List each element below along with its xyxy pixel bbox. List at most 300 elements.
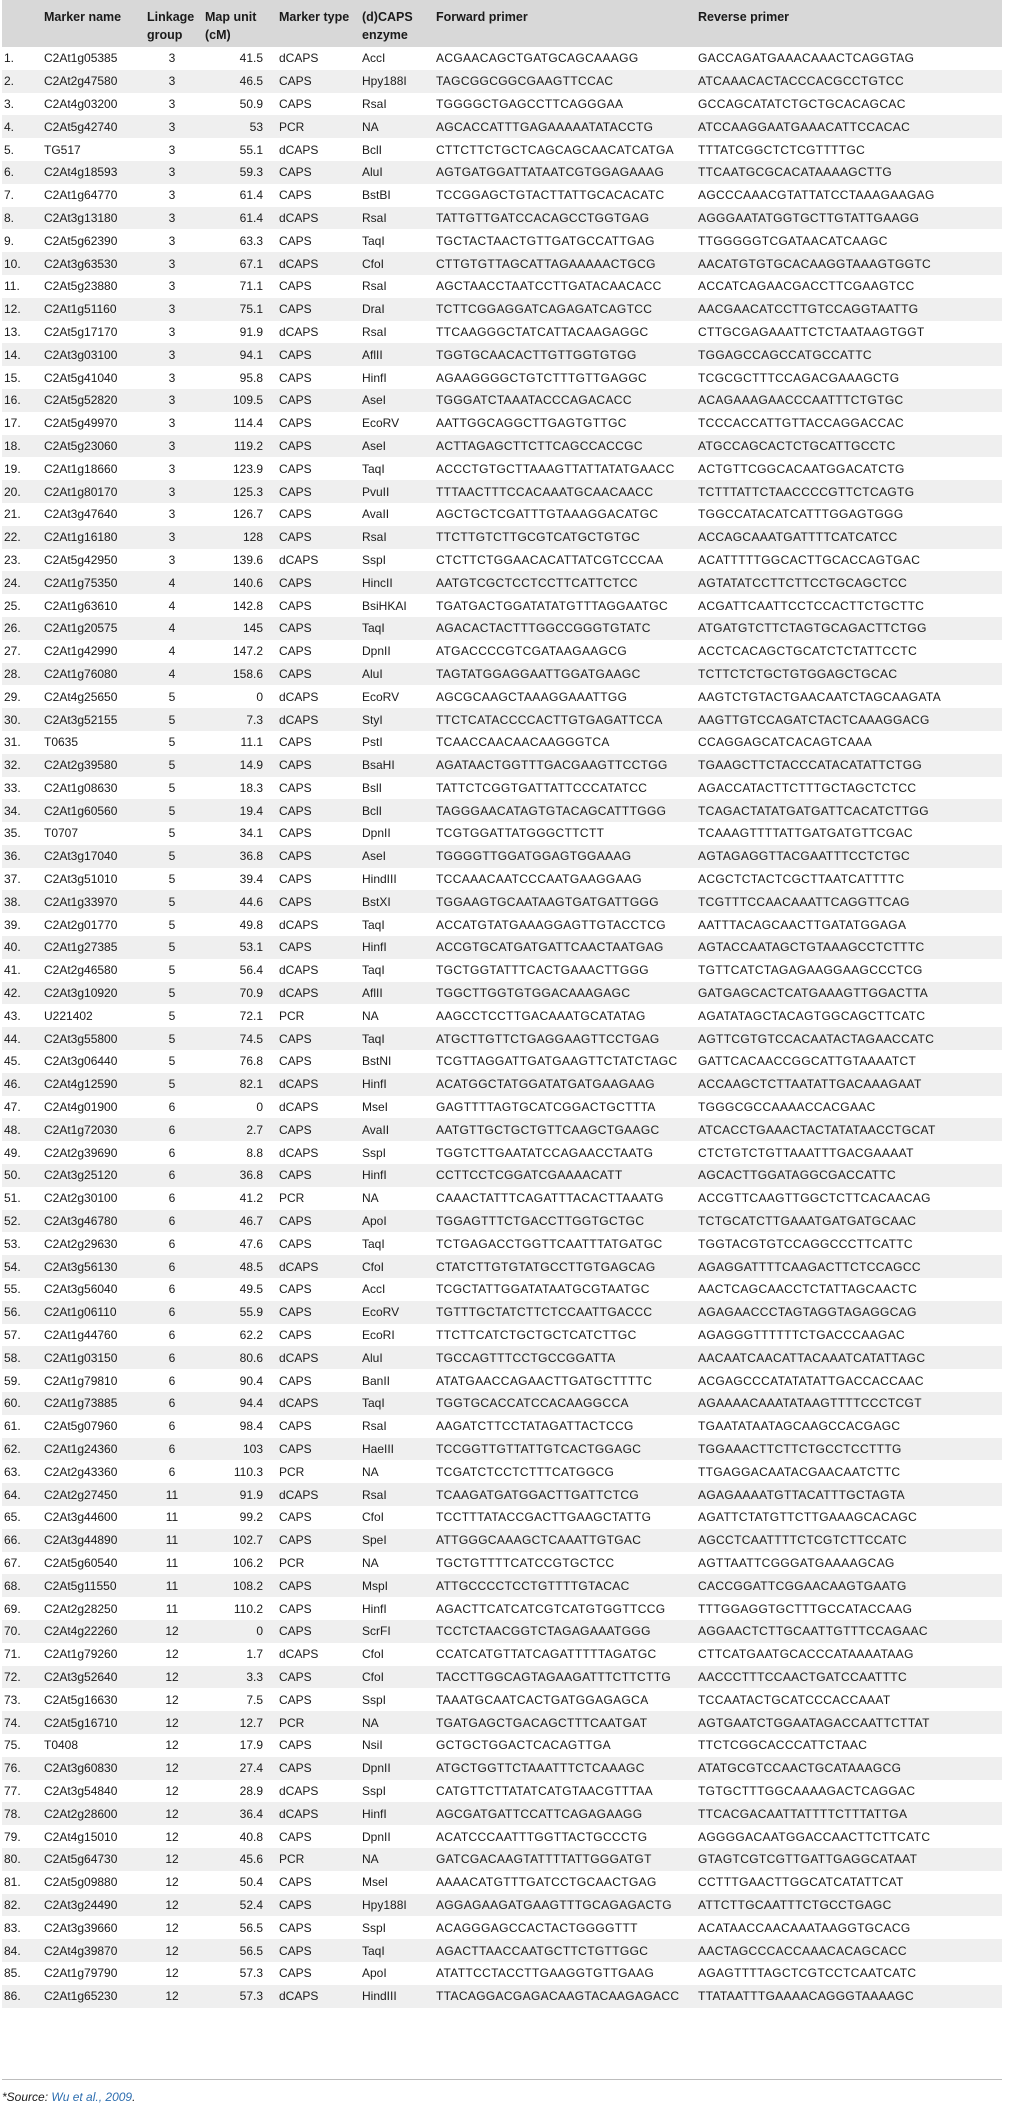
map-unit-cell: 18.3 (239, 780, 263, 795)
table-row (2, 663, 1002, 686)
forward-primer-cell: TACCTTGGCAGTAGAAGATTTCTTCTTG (436, 1669, 672, 1684)
linkage-group-cell: 6 (168, 1100, 176, 1115)
table-row (2, 1529, 1002, 1552)
enzyme-cell: BsiHKAI (362, 598, 407, 613)
row-index: 34. (4, 803, 21, 818)
forward-primer-cell: TGCTACTAACTGTTGATGCCATTGAG (436, 233, 655, 248)
enzyme-cell: MspI (362, 1578, 389, 1593)
reverse-primer-cell: TCCAATACTGCATCCCACCAAAT (698, 1692, 891, 1707)
forward-primer-cell: TCGCTATTGGATATAATGCGTAATGC (436, 1282, 650, 1297)
table-row (2, 1620, 1002, 1643)
linkage-group-cell: 5 (168, 735, 176, 750)
forward-primer-cell: ACTTAGAGCTTCTTCAGCCACCGC (436, 438, 643, 453)
reverse-primer-cell: TCAAAGTTTTATTGATGATGTTCGAC (698, 826, 913, 841)
linkage-group-cell: 4 (168, 621, 176, 636)
marker-type-cell: CAPS (279, 1761, 312, 1776)
row-index: 66. (4, 1533, 21, 1548)
row-index: 25. (4, 598, 21, 613)
map-unit-cell: 47.6 (239, 1236, 263, 1251)
marker-type-cell: CAPS (279, 393, 312, 408)
row-index: 3. (4, 96, 15, 111)
linkage-group-cell: 12 (165, 1806, 179, 1821)
linkage-group-cell: 3 (168, 370, 176, 385)
table-row (2, 321, 1002, 344)
source-citation-link[interactable]: Wu et al., 2009 (51, 2090, 133, 2104)
linkage-group-cell: 6 (168, 1214, 176, 1229)
reverse-primer-cell: AGACCATACTTCTTTGCTAGCTCTCC (698, 780, 917, 795)
linkage-group-cell: 3 (168, 233, 176, 248)
row-index: 84. (4, 1943, 21, 1958)
table-row (2, 503, 1002, 526)
enzyme-cell: StyI (362, 712, 383, 727)
forward-primer-cell: ATTGGGCAAAGCTCAAATTGTGAC (436, 1533, 642, 1548)
enzyme-cell: BsaHI (362, 758, 395, 773)
reverse-primer-cell: TTCACGACAATTATTTTCTTTATTGA (698, 1806, 908, 1821)
forward-primer-cell: AGTGATGGATTATAATCGTGGAGAAAG (436, 165, 665, 180)
marker-name-cell: U221402 (44, 1008, 93, 1023)
marker-name-cell: C2At1g79790 (44, 1966, 118, 1981)
reverse-primer-cell: GACCAGATGAAACAAACTCAGGTAG (698, 51, 915, 66)
linkage-group-cell: 5 (168, 986, 176, 1001)
marker-type-cell: CAPS (279, 279, 312, 294)
enzyme-cell: TaqI (362, 621, 385, 636)
linkage-group-cell: 6 (168, 1328, 176, 1343)
map-unit-cell: 91.9 (239, 1487, 263, 1502)
table-row (2, 1802, 1002, 1825)
forward-primer-cell: AGACTTCATCATCGTCATGTGGTTCCG (436, 1601, 666, 1616)
reverse-primer-cell: ACGCTCTACTCGCTTAATCATTTTC (698, 872, 905, 887)
marker-name-cell: C2At4g39870 (44, 1943, 118, 1958)
table-row (2, 571, 1002, 594)
linkage-group-cell: 5 (168, 780, 176, 795)
marker-name-cell: C2At1g80170 (44, 484, 118, 499)
marker-type-cell: CAPS (279, 507, 312, 522)
map-unit-cell: 158.6 (232, 666, 263, 681)
map-unit-cell: 46.7 (239, 1214, 263, 1229)
linkage-group-cell: 3 (168, 530, 176, 545)
marker-name-cell: C2At1g79810 (44, 1373, 118, 1388)
linkage-group-cell: 3 (168, 188, 176, 203)
marker-type-cell: CAPS (279, 1305, 312, 1320)
marker-name-cell: C2At5g09880 (44, 1875, 118, 1890)
reverse-primer-cell: AGAGGGTTTTTTCTGACCCAAGAC (698, 1328, 906, 1343)
linkage-group-cell: 12 (165, 1738, 179, 1753)
marker-name-cell: C2At3g55800 (44, 1031, 118, 1046)
row-index: 72. (4, 1669, 21, 1684)
row-index: 11. (4, 279, 20, 294)
source-label: *Source: (2, 2090, 49, 2104)
marker-name-cell: C2At1g72030 (44, 1122, 118, 1137)
marker-type-cell: CAPS (279, 1601, 312, 1616)
marker-type-cell: CAPS (279, 735, 312, 750)
table-row (2, 731, 1002, 754)
enzyme-cell: NA (362, 1008, 379, 1023)
row-index: 82. (4, 1897, 21, 1912)
forward-primer-cell: AATGTCGCTCCTCCTTCATTCTCC (436, 575, 638, 590)
row-index: 21. (4, 507, 21, 522)
header-reverse-primer: Reverse primer (698, 10, 790, 24)
row-index: 59. (4, 1373, 21, 1388)
marker-type-cell: CAPS (279, 165, 312, 180)
reverse-primer-cell: TCCCACCATTGTTACCAGGACCAC (698, 416, 904, 431)
marker-name-cell: C2At3g46780 (44, 1214, 118, 1229)
table-row (2, 412, 1002, 435)
map-unit-cell: 7.3 (246, 712, 263, 727)
marker-type-cell: PCR (279, 1191, 305, 1206)
linkage-group-cell: 12 (165, 1875, 179, 1890)
reverse-primer-cell: TTGAGGACAATACGAACAATCTTC (698, 1464, 901, 1479)
marker-name-cell: C2At2g46580 (44, 963, 118, 978)
marker-name-cell: T0408 (44, 1738, 79, 1753)
reverse-primer-cell: AGAGGATTTTCAAGACTTCTCCAGCC (698, 1259, 921, 1274)
forward-primer-cell: TCGATCTCCTCTTTCATGGCG (436, 1464, 615, 1479)
enzyme-cell: SspI (362, 1920, 387, 1935)
map-unit-cell: 0 (256, 1624, 263, 1639)
enzyme-cell: AvaII (362, 507, 390, 522)
reverse-primer-cell: AGAGAACCCTAGTAGGTAGAGGCAG (698, 1305, 917, 1320)
forward-primer-cell: AATTGGCAGGCTTGAGTGTTGC (436, 416, 627, 431)
reverse-primer-cell: TTTATCGGCTCTCGTTTTGC (698, 142, 866, 157)
marker-name-cell: C2At4g18593 (44, 165, 118, 180)
marker-type-cell: CAPS (279, 461, 312, 476)
table-row (2, 1939, 1002, 1962)
row-index: 16. (4, 393, 21, 408)
map-unit-cell: 80.6 (239, 1350, 263, 1365)
forward-primer-cell: TCAACCAACAACAAGGGTCA (436, 735, 610, 750)
row-index: 35. (4, 826, 21, 841)
reverse-primer-cell: AACAATCAACATTACAAATCATATTAGC (698, 1350, 926, 1365)
enzyme-cell: Hpy188I (362, 74, 407, 89)
marker-name-cell: C2At1g65230 (44, 1989, 118, 2004)
map-unit-cell: 71.1 (239, 279, 263, 294)
map-unit-cell: 8.8 (246, 1145, 263, 1160)
marker-type-cell: CAPS (279, 1031, 312, 1046)
marker-type-cell: CAPS (279, 302, 312, 317)
table-row (2, 457, 1002, 480)
marker-name-cell: C2At3g47640 (44, 507, 118, 522)
reverse-primer-cell: TTCTCGGCACCCATTCTAAC (698, 1738, 868, 1753)
marker-name-cell: C2At1g06110 (44, 1305, 117, 1320)
enzyme-cell: RsaI (362, 324, 387, 339)
linkage-group-cell: 4 (168, 575, 176, 590)
map-unit-cell: 0 (256, 1100, 263, 1115)
marker-name-cell: T0635 (44, 735, 79, 750)
row-index: 56. (4, 1305, 21, 1320)
enzyme-cell: PvuII (362, 484, 390, 499)
linkage-group-cell: 11 (165, 1487, 179, 1502)
reverse-primer-cell: TGAATATAATAGCAAGCCACGAGC (698, 1419, 901, 1434)
linkage-group-cell: 3 (168, 279, 176, 294)
marker-name-cell: C2At5g52820 (44, 393, 118, 408)
row-index: 39. (4, 917, 21, 932)
marker-name-cell: C2At5g49970 (44, 416, 118, 431)
map-unit-cell: 3.3 (246, 1669, 263, 1684)
forward-primer-cell: AGCTGCTCGATTTGTAAAGGACATGC (436, 507, 659, 522)
forward-primer-cell: TGCTGTTTTCATCCGTGCTCC (436, 1555, 615, 1570)
reverse-primer-cell: TGGGCGCCAAAACCACGAAC (698, 1100, 876, 1115)
marker-name-cell: C2At1g75350 (44, 575, 118, 590)
linkage-group-cell: 3 (168, 438, 176, 453)
marker-name-cell: C2At3g52155 (44, 712, 118, 727)
marker-type-cell: dCAPS (279, 1806, 319, 1821)
row-index: 41. (4, 963, 21, 978)
row-index: 14. (4, 347, 21, 362)
marker-name-cell: C2At4g25650 (44, 689, 118, 704)
reverse-primer-cell: AGAAAACAAATATAAGTTTTCCCTCGT (698, 1396, 922, 1411)
marker-type-cell: dCAPS (279, 1783, 319, 1798)
forward-primer-cell: TGGGATCTAAATACCCAGACACC (436, 393, 632, 408)
reverse-primer-cell: TCTTCTCTGCTGTGGAGCTGCAC (698, 666, 898, 681)
marker-type-cell: dCAPS (279, 210, 319, 225)
forward-primer-cell: ATGCTTGTTCTGAGGAAGTTCCTGAG (436, 1031, 660, 1046)
row-index: 69. (4, 1601, 21, 1616)
row-index: 26. (4, 621, 21, 636)
enzyme-cell: NA (362, 1555, 379, 1570)
source-footnote (2, 2090, 135, 2104)
enzyme-cell: HinfI (362, 940, 387, 955)
reverse-primer-cell: CTTCATGAATGCACCCATAAAATAAG (698, 1647, 914, 1662)
row-index: 44. (4, 1031, 21, 1046)
linkage-group-cell: 3 (168, 74, 176, 89)
map-unit-cell: 36.8 (239, 849, 263, 864)
enzyme-cell: MseI (362, 1100, 389, 1115)
enzyme-cell: CfoI (362, 256, 385, 271)
linkage-group-cell: 3 (168, 484, 176, 499)
linkage-group-cell: 6 (168, 1168, 176, 1183)
map-unit-cell: 36.8 (239, 1168, 263, 1183)
enzyme-cell: TaqI (362, 917, 385, 932)
marker-name-cell: C2At3g52640 (44, 1669, 118, 1684)
reverse-primer-cell: TGGCCATACATCATTTGGAGTGGG (698, 507, 904, 522)
map-unit-cell: 63.3 (239, 233, 263, 248)
marker-type-cell: CAPS (279, 1533, 312, 1548)
reverse-primer-cell: AGATATAGCTACAGTGGCAGCTTCATC (698, 1008, 926, 1023)
reverse-primer-cell: CTCTGTCTGTTAAATTTGACGAAAAT (698, 1145, 914, 1160)
forward-primer-cell: CCATCATGTTATCAGATTTTTAGATGC (436, 1647, 657, 1662)
marker-type-cell: PCR (279, 1555, 305, 1570)
linkage-group-cell: 6 (168, 1442, 176, 1456)
linkage-group-cell: 5 (168, 803, 176, 818)
enzyme-cell: AluI (362, 165, 383, 180)
row-index: 79. (4, 1829, 21, 1844)
forward-primer-cell: TAGTATGGAGGAATTGGATGAAGC (436, 666, 641, 681)
enzyme-cell: HaeIII (362, 1442, 395, 1456)
map-unit-cell: 123.9 (232, 461, 263, 476)
marker-type-cell: CAPS (279, 803, 312, 818)
reverse-primer-cell: TCGTTTCCAACAAATTCAGGTTCAG (698, 894, 910, 909)
marker-name-cell: C2At5g42950 (44, 552, 118, 567)
table-row (2, 1985, 1002, 2008)
marker-name-cell: C2At1g05385 (44, 51, 118, 66)
forward-primer-cell: TAGCGGCGGCGAAGTTCCAC (436, 74, 614, 89)
map-unit-cell: 56.4 (239, 963, 263, 978)
reverse-primer-cell: ACGAGCCCATATATATTGACCACCAAC (698, 1373, 924, 1388)
enzyme-cell: NA (362, 1191, 379, 1206)
marker-type-cell: CAPS (279, 1920, 312, 1935)
row-index: 45. (4, 1054, 21, 1069)
reverse-primer-cell: AGAGAAAATGTTACATTTGCTAGTA (698, 1487, 905, 1502)
map-unit-cell: 50.4 (239, 1875, 263, 1890)
linkage-group-cell: 3 (168, 256, 176, 271)
table-row (2, 93, 1002, 116)
marker-type-cell: dCAPS (279, 712, 319, 727)
reverse-primer-cell: AGTGAATCTGGAATAGACCAATTCTTAT (698, 1715, 930, 1730)
enzyme-cell: AseI (362, 438, 387, 453)
reverse-primer-cell: AACCCTTTCCAACTGATCCAATTTC (698, 1669, 907, 1684)
row-index: 17. (4, 416, 21, 431)
marker-name-cell: C2At3g54840 (44, 1783, 118, 1798)
enzyme-cell: CfoI (362, 1259, 385, 1274)
linkage-group-cell: 5 (168, 849, 176, 864)
row-index: 1. (4, 51, 15, 66)
map-unit-cell: 76.8 (239, 1054, 263, 1069)
row-index: 43. (4, 1008, 21, 1023)
marker-name-cell: C2At5g17170 (44, 324, 118, 339)
reverse-primer-cell: AACGAACATCCTTGTCCAGGTAATTG (698, 302, 919, 317)
reverse-primer-cell: AGTACCAATAGCTGTAAAGCCTCTTTC (698, 940, 925, 955)
row-index: 23. (4, 552, 21, 567)
table-row (2, 207, 1002, 230)
marker-type-cell: CAPS (279, 1282, 312, 1297)
enzyme-cell: SspI (362, 1692, 387, 1707)
table-row (2, 1369, 1002, 1392)
linkage-group-cell: 3 (168, 142, 176, 157)
marker-type-cell: PCR (279, 1464, 305, 1479)
marker-type-cell: CAPS (279, 1373, 312, 1388)
marker-type-cell: dCAPS (279, 1100, 319, 1115)
marker-type-cell: CAPS (279, 621, 312, 636)
forward-primer-cell: TCCAAACAATCCCAATGAAGGAAG (436, 872, 642, 887)
forward-primer-cell: TGGAAGTGCAATAAGTGATGATTGGG (436, 894, 659, 909)
enzyme-cell: AccI (362, 1282, 386, 1297)
enzyme-cell: EcoRV (362, 416, 400, 431)
marker-name-cell: C2At3g25120 (44, 1168, 118, 1183)
enzyme-cell: DpnII (362, 1761, 391, 1776)
marker-type-cell: CAPS (279, 1875, 312, 1890)
table-row (2, 1004, 1002, 1027)
marker-name-cell: C2At2g27450 (44, 1487, 118, 1502)
marker-name-cell: C2At5g16630 (44, 1692, 118, 1707)
marker-type-cell: CAPS (279, 666, 312, 681)
forward-primer-cell: TTCTTGTCTTGCGTCATGCTGTGC (436, 530, 641, 545)
forward-primer-cell: AAGCCTCCTTGACAAATGCATATAG (436, 1008, 646, 1023)
marker-name-cell: C2At1g44760 (44, 1328, 118, 1343)
table-row (2, 366, 1002, 389)
forward-primer-cell: AGACACTACTTTGGCCGGGTGTATC (436, 621, 651, 636)
marker-type-cell: CAPS (279, 1624, 312, 1639)
row-index: 62. (4, 1442, 21, 1456)
marker-name-cell: C2At3g56040 (44, 1282, 118, 1297)
table-row (2, 1278, 1002, 1301)
map-unit-cell: 0 (256, 689, 263, 704)
linkage-group-cell: 6 (168, 1282, 176, 1297)
forward-primer-cell: TAGGGAACATAGTGTACAGCATTTGGG (436, 803, 667, 818)
enzyme-cell: AluI (362, 1350, 383, 1365)
header-map-unit: Map unit (cM) (205, 10, 257, 42)
table-row (2, 936, 1002, 959)
forward-primer-cell: CTATCTTGTGTATGCCTTGTGAGCAG (436, 1259, 656, 1274)
table-row (2, 1780, 1002, 1803)
map-unit-cell: 56.5 (239, 1920, 263, 1935)
reverse-primer-cell: TCTTTATTCTAACCCCGTTCTCAGTG (698, 484, 915, 499)
forward-primer-cell: CATGTTCTTATATCATGTAACGTTTAA (436, 1783, 653, 1798)
row-index: 27. (4, 644, 21, 659)
reverse-primer-cell: AGGGGACAATGGACCAACTTCTTCATC (698, 1829, 931, 1844)
forward-primer-cell: AGCTAACCTAATCCTTGATACAACACC (436, 279, 662, 294)
linkage-group-cell: 6 (168, 1259, 176, 1274)
enzyme-cell: RsaI (362, 279, 387, 294)
marker-name-cell: C2At2g29630 (44, 1236, 118, 1251)
table-row (2, 594, 1002, 617)
table-row (2, 1848, 1002, 1871)
header-linkage-group: Linkage group (147, 10, 195, 42)
table-row (2, 1688, 1002, 1711)
linkage-group-cell: 12 (165, 1624, 179, 1639)
marker-type-cell: dCAPS (279, 1989, 319, 2004)
linkage-group-cell: 5 (168, 963, 176, 978)
row-index: 63. (4, 1464, 21, 1479)
row-index: 46. (4, 1077, 21, 1092)
enzyme-cell: TaqI (362, 1396, 385, 1411)
reverse-primer-cell: ACCATCAGAACGACCTTCGAAGTCC (698, 279, 915, 294)
marker-name-cell: C2At5g23880 (44, 279, 118, 294)
reverse-primer-cell: ACCAGCAAATGATTTTCATCATCC (698, 530, 898, 545)
marker-name-cell: C2At1g79260 (44, 1647, 118, 1662)
forward-primer-cell: AGCGATGATTCCATTCAGAGAAGG (436, 1806, 643, 1821)
forward-primer-cell: TCCTCTAACGGTCTAGAGAAATGGG (436, 1624, 651, 1639)
map-unit-cell: 48.5 (239, 1259, 263, 1274)
forward-primer-cell: TATTGTTGATCCACAGCCTGGTGAG (436, 210, 650, 225)
linkage-group-cell: 3 (168, 324, 176, 339)
enzyme-cell: MseI (362, 1875, 389, 1890)
linkage-group-cell: 12 (165, 1829, 179, 1844)
map-unit-cell: 59.3 (239, 165, 263, 180)
row-index: 83. (4, 1920, 21, 1935)
marker-name-cell: C2At2g01770 (44, 917, 118, 932)
forward-primer-cell: ACAGGGAGCCACTACTGGGGTTT (436, 1920, 638, 1935)
row-index: 18. (4, 438, 21, 453)
linkage-group-cell: 11 (165, 1533, 179, 1548)
reverse-primer-cell: ATTCTTGCAATTTCTGCCTGAGC (698, 1897, 892, 1912)
table-row (2, 868, 1002, 891)
linkage-group-cell: 6 (168, 1122, 176, 1137)
marker-name-cell: C2At4g15010 (44, 1829, 118, 1844)
map-unit-cell: 11.1 (240, 735, 263, 750)
marker-type-cell: CAPS (279, 644, 312, 659)
reverse-primer-cell: AATTTACAGCAACTTGATATGGAGA (698, 917, 907, 932)
table-row (2, 1574, 1002, 1597)
marker-name-cell: C2At4g01900 (44, 1100, 118, 1115)
source-end: . (132, 2090, 136, 2104)
row-index: 57. (4, 1328, 21, 1343)
marker-name-cell: C2At3g06440 (44, 1054, 118, 1069)
marker-type-cell: dCAPS (279, 963, 319, 978)
table-row (2, 1346, 1002, 1369)
linkage-group-cell: 5 (168, 1054, 176, 1069)
table-row (2, 1460, 1002, 1483)
marker-type-cell: dCAPS (279, 1077, 319, 1092)
header-row (2, 0, 1002, 47)
reverse-primer-cell: AACTAGCCCACCAAACACAGCACC (698, 1943, 907, 1958)
marker-type-cell: CAPS (279, 872, 312, 887)
row-index: 20. (4, 484, 21, 499)
marker-name-cell: C2At5g07960 (44, 1419, 118, 1434)
linkage-group-cell: 6 (168, 1464, 176, 1479)
linkage-group-cell: 12 (165, 1966, 179, 1981)
marker-type-cell: CAPS (279, 1214, 312, 1229)
forward-primer-cell: AGATAACTGGTTTGACGAAGTTCCTGG (436, 758, 668, 773)
marker-type-cell: dCAPS (279, 1259, 319, 1274)
